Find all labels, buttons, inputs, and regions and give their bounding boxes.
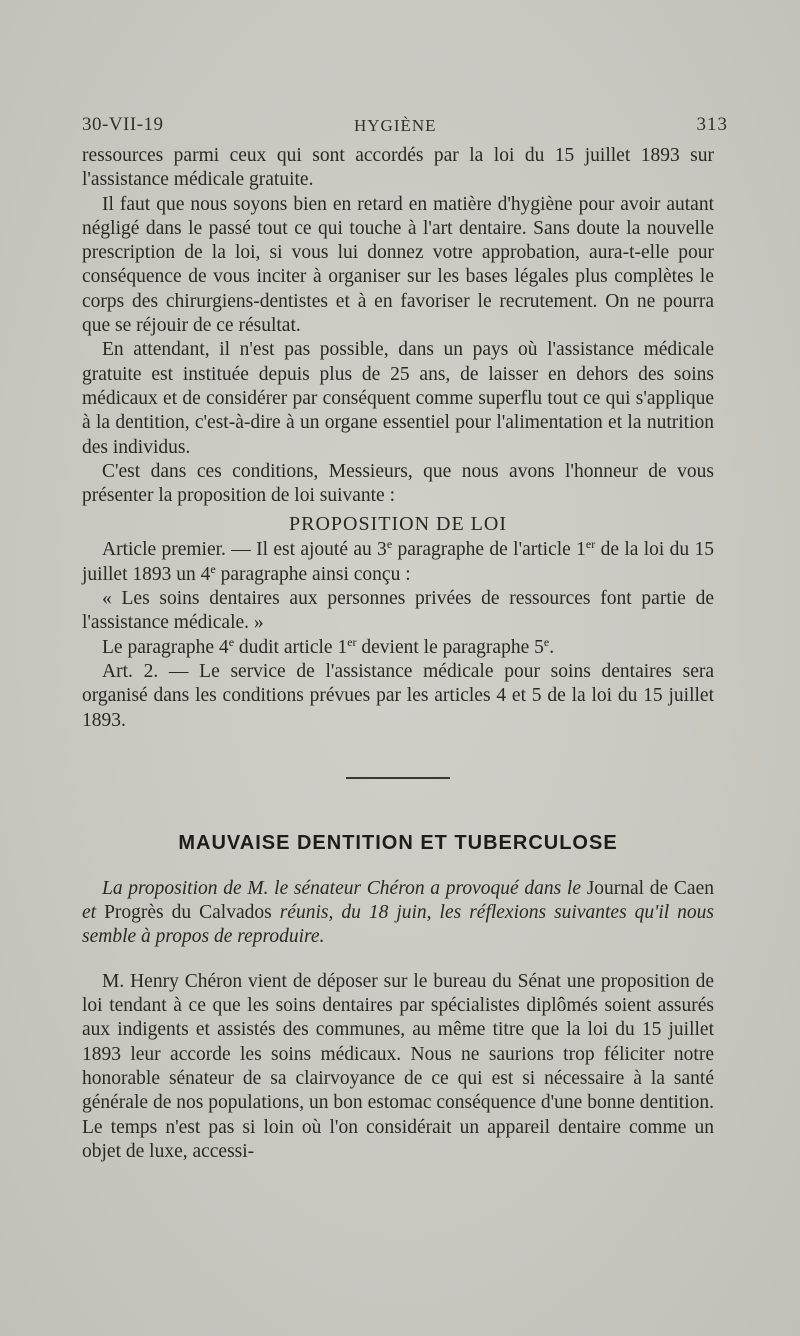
article-premier: Article premier. — Il est ajouté au 3e paragraphe de l'article 1er de la loi du 15 juillet 1893 un 4e paragraphe ainsi conçu : [82,537,714,585]
header-date: 30-VII-19 [82,114,164,135]
paragraph-hygiene: Il faut que nous soyons bien en retard en matière d'hygiène pour avoir autant négligé dans le passé tout ce qui touche à l'art dentaire. Sans doute la nouvelle prescription de la loi, si vous lui donnez votre approbation, aura-t-elle pour conséquence de vous inciter à organiser sur les bases légales plus complètes le corps des chirurgiens-dentistes et à en favoriser le recrutement. On ne pourra que se réjouir de ce résultat. [82,193,714,337]
section-intro: La proposition de M. le sénateur Chéron a provoqué dans le Journal de Caen et Progrès du Calvados réunis, du 18 juin, les réflexions suivantes qu'il nous semble à propos de reproduire. [82,877,714,948]
paragraph-attendant: En attendant, il n'est pas possible, dans un pays où l'assistance médicale gratuite est instituée depuis plus de 25 ans, de laisser en dehors des soins médicaux et de considérer par conséquent comme superflu tout ce qui s'applique à la dentition, c'est-à-dire à un organe essentiel pour l'alimentation et la nutrition des individus. [82,339,714,458]
article-2: Art. 2. — Le service de l'assistance médicale pour soins dentaires sera organisé dans les conditions prévues par les articles 4 et 5 de la loi du 15 juillet 1893. [82,660,714,731]
header-section: HYGIÈNE [354,116,437,135]
body-paragraph: M. Henry Chéron vient de déposer sur le bureau du Sénat une proposition de loi tendant à ce que les soins dentaires par spécialistes diplômés soient assurés aux indigents et assistés des communes, au même titre que la loi du 15 juillet 1893 leur accorde les soins médicaux. Nous ne saurions trop féliciter notre honorable sénateur de sa clairvoyance de ce qui est si nécessaire à la santé générale de nos populations, un bon estomac conséquence d'une bonne dentition. Le temps n'est pas si loin où l'on considérait un appareil dentaire comme un objet de luxe, accessi- [82,970,714,1162]
article-paragraph-change: Le paragraphe 4e dudit article 1er devient le paragraphe 5e. [102,634,555,658]
section-title: MAUVAISE DENTITION ET TUBERCULOSE [178,831,618,854]
paragraph-continuation: ressources parmi ceux qui sont accordés par la loi du 15 juillet 1893 sur l'assistance médicale gratuite. [82,145,714,191]
proposition-title: PROPOSITION DE LOI [289,513,507,536]
section-divider [346,777,450,779]
article-quote: « Les soins dentaires aux personnes privées de ressources font partie de l'assistance médicale. » [82,588,714,634]
document-page [82,114,728,1164]
running-header [82,114,728,144]
page-number: 313 [696,114,728,135]
articles-block [82,538,714,732]
paragraph-conditions: C'est dans ces conditions, Messieurs, que nous avons l'honneur de vous présenter la proposition de loi suivante : [82,460,714,507]
